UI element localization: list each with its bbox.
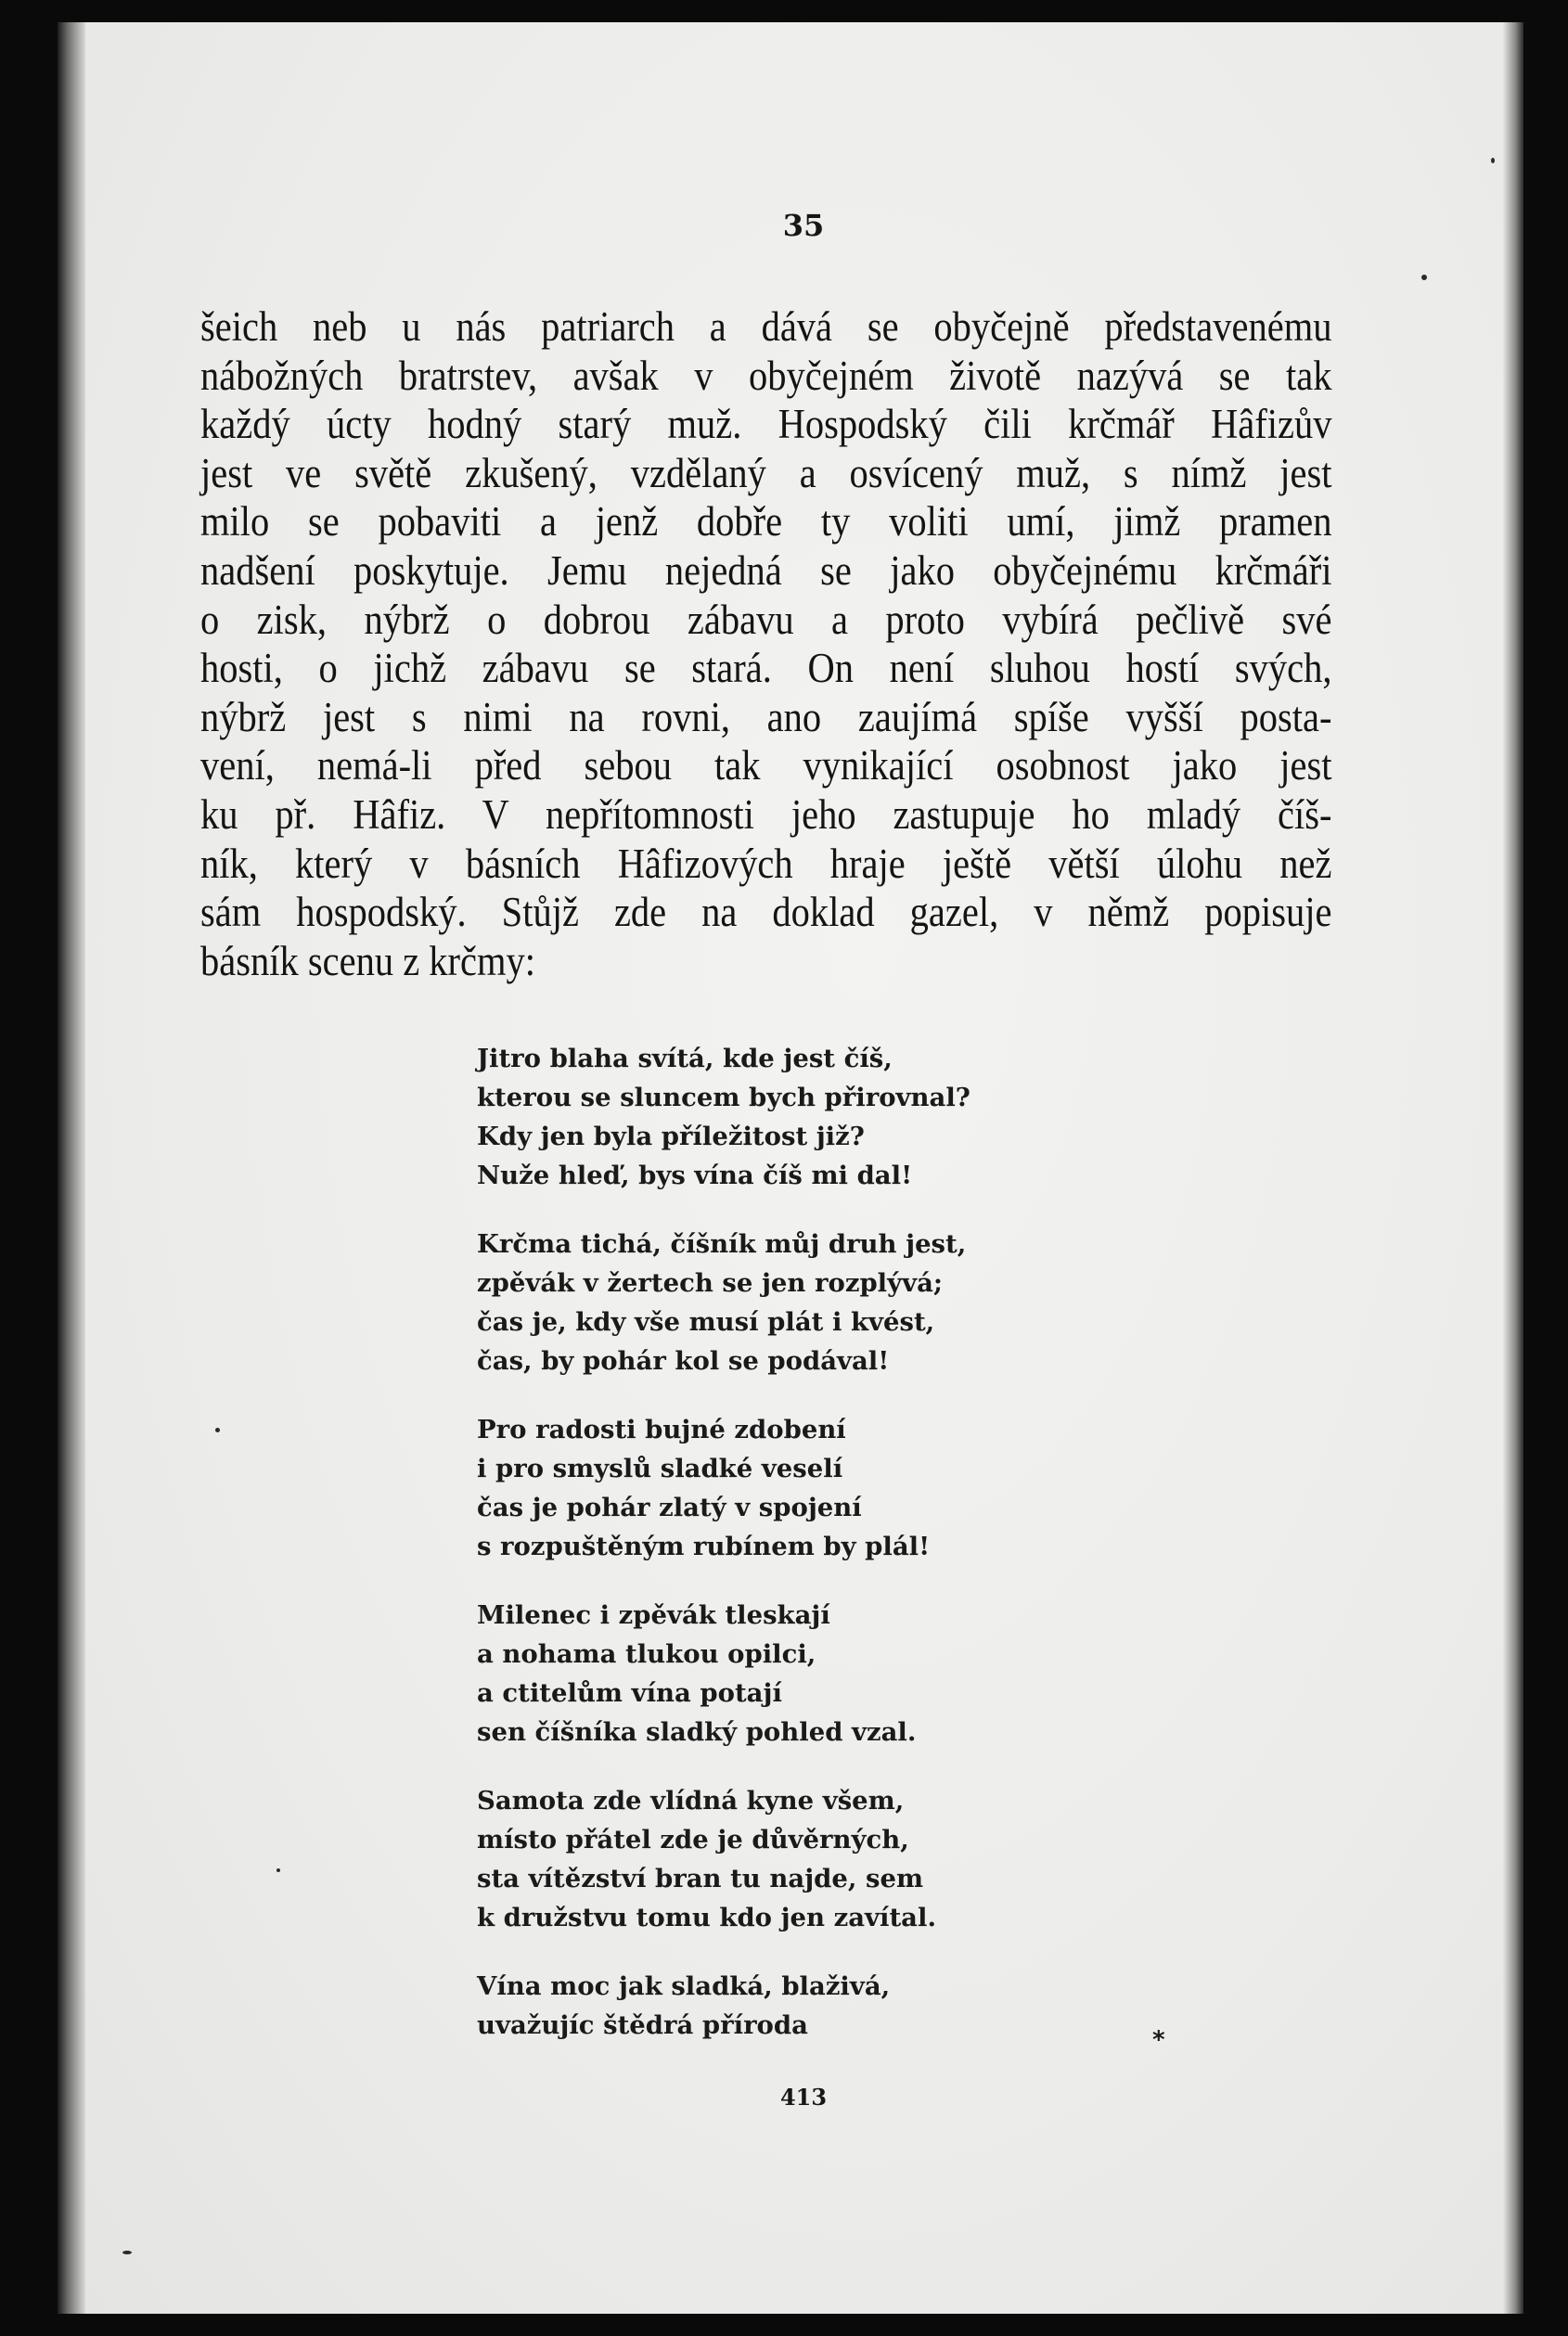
- poem-verse: sta vítězství bran tu najde, sem: [477, 1864, 924, 1893]
- prose-line: šeich neb u nás patriarch a dává se obyčejně představenému: [200, 303, 1332, 350]
- page-gutter-shadow: [58, 22, 85, 2314]
- poem-stanza: [477, 1781, 970, 1937]
- prose-line: ník, který v básních Hâfizových hraje ještě větší úlohu než: [200, 840, 1332, 887]
- prose-line: nábožných bratrstev, avšak v obyčejném životě nazývá se tak: [200, 352, 1332, 399]
- poem-stanza: [477, 1039, 970, 1195]
- paper-speck: [276, 1868, 280, 1872]
- prose-line: nadšení poskytuje. Jemu nejedná se jako obyčejnému krčmáři: [200, 546, 1332, 594]
- poem-verse: a nohama tlukou opilci,: [477, 1639, 816, 1669]
- poem-verse: Jitro blaha svítá, kde jest číš,: [477, 1044, 893, 1073]
- paper-speck: [1491, 158, 1495, 163]
- poem-verse: Krčma tichá, číšník můj druh jest,: [477, 1229, 967, 1259]
- prose-line: nýbrž jest s nimi na rovni, ano zaujímá spíše vyšší posta-: [200, 693, 1332, 740]
- poem-stanza: [477, 1967, 970, 2045]
- prose-line: každý úcty hodný starý muž. Hospodský čili krčmář Hâfizův: [200, 401, 1332, 448]
- page-edge-shadow: [1503, 22, 1523, 2314]
- prose-line: ku př. Hâfiz. V nepřítomnosti jeho zastupuje ho mladý číš-: [200, 790, 1332, 838]
- prose-line: jest ve světě zkušený, vzdělaný a osvícený muž, s nímž jest: [200, 449, 1332, 496]
- poem-verse: Milenec i zpěvák tleskají: [477, 1600, 830, 1630]
- prose-line: básník scenu z krčmy:: [200, 937, 536, 984]
- poem-verse: s rozpuštěným rubínem by plál!: [477, 1532, 931, 1561]
- paper-speck: [1421, 275, 1427, 280]
- poem-verse: kterou se sluncem bych přirovnal?: [477, 1083, 970, 1112]
- poem-verse: i pro smyslů sladké veselí: [477, 1454, 843, 1483]
- prose-line: sám hospodský. Stůjž zde na doklad gazel, v němž popisuje: [200, 889, 1332, 936]
- poem-stanza: [477, 1410, 970, 1566]
- paper-speck: [122, 2251, 132, 2254]
- poem-verse: Kdy jen byla příležitost již?: [477, 1122, 865, 1151]
- prose-line: o zisk, nýbrž o dobrou zábavu a proto vybírá pečlivě své: [200, 596, 1332, 643]
- poem-verse: uvažujíc štědrá příroda: [477, 2010, 808, 2040]
- signature-mark: *: [1152, 2026, 1165, 2054]
- poem-verse: k družstvu tomu kdo jen zavítal.: [477, 1903, 937, 1932]
- poem-verse: Nuže hleď, bys vína číš mi dal!: [477, 1161, 913, 1190]
- prose-line: vení, nemá-li před sebou tak vynikající osobnost jako jest: [200, 742, 1332, 789]
- poem-verse: čas je, kdy vše musí plát i kvést,: [477, 1307, 935, 1337]
- poem-verse: zpěvák v žertech se jen rozplývá;: [477, 1268, 944, 1298]
- paper-speck: [215, 1428, 220, 1432]
- poem-verse: čas je pohár zlatý v spojení: [477, 1493, 862, 1522]
- poem-verse: Vína moc jak sladká, blaživá,: [477, 1971, 891, 2001]
- prose-line: milo se pobaviti a jenž dobře ty voliti umí, jimž pramen: [200, 498, 1332, 545]
- poem-stanza: [477, 1596, 970, 1752]
- poem-verse: čas, by pohár kol se podával!: [477, 1346, 890, 1376]
- poem-stanza: [477, 1225, 970, 1380]
- prose-line: hosti, o jichž zábavu se stará. On není sluhou hostí svých,: [200, 645, 1332, 692]
- poem-verse: a ctitelům vína potají: [477, 1678, 782, 1708]
- page-number-bottom: 413: [779, 2084, 828, 2111]
- poem-verse: místo přátel zde je důvěrných,: [477, 1825, 909, 1855]
- poem-verse: Samota zde vlídná kyne všem,: [477, 1786, 905, 1816]
- book-page: [58, 22, 1523, 2314]
- prose-paragraph: [200, 302, 1332, 985]
- page-number-top: 35: [782, 208, 825, 243]
- poem-verse: sen číšníka sladký pohled vzal.: [477, 1717, 917, 1747]
- poem-ghazal: [477, 1039, 970, 2074]
- poem-verse: Pro radosti bujné zdobení: [477, 1415, 846, 1444]
